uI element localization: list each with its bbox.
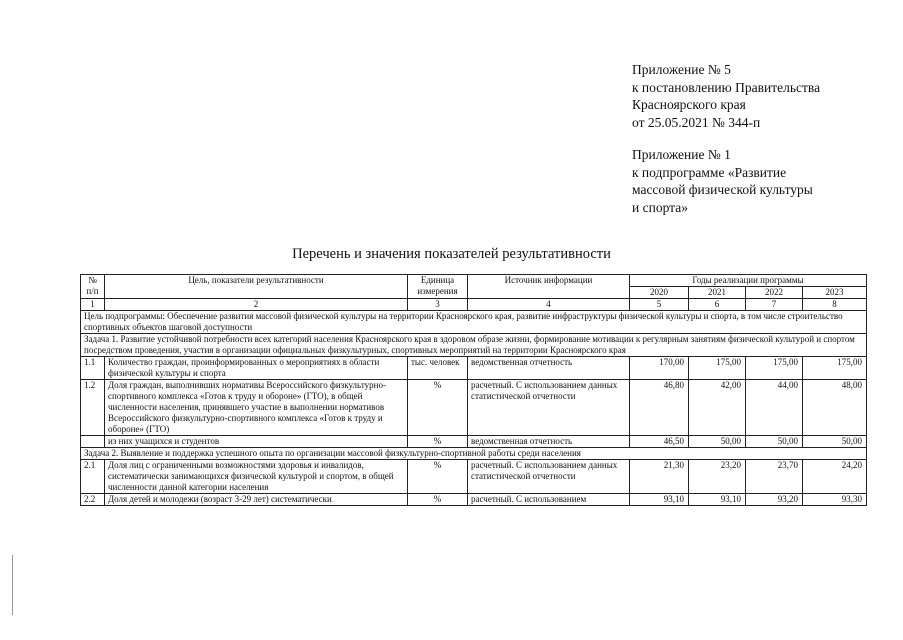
row-value-2020: 46,80 [630,380,689,436]
header-num: № п/п [81,275,105,299]
row-source: ведомственная отчетность [468,436,630,448]
row-value-2021: 23,20 [689,460,746,494]
header-line: Приложение № 5 [632,62,731,77]
table-row [81,357,867,380]
header-year: 2021 [689,287,746,299]
appendix-1-header [632,146,813,216]
row-source: расчетный. С использованием [468,494,630,506]
row-indicator: Доля детей и молодежи (возраст 3-29 лет) систематически [105,494,408,506]
row-indicator: Доля граждан, выполнивших нормативы Всероссийского физкультурно-спортивного комплекса «Готов к труду и обороне» (ГТО), в общей численности населения, принявшего участие в выполнении нормативов Всероссийского физкультурно-спортивного комплекса «Готов к труду и обороне» (ГТО) [105,380,408,436]
header-year: 2023 [803,287,867,299]
document-title: Перечень и значения показателей результативности [292,246,611,262]
col-number: 8 [803,299,867,311]
header-line: к подпрограмме «Развитие [632,164,787,180]
scan-edge-line [12,555,13,615]
column-number-row [81,299,867,311]
row-num: 1.2 [81,380,105,436]
col-number: 7 [746,299,803,311]
row-num: 1.1 [81,357,105,380]
row-value-2020: 46,50 [630,436,689,448]
row-value-2023: 175,00 [803,357,867,380]
row-value-2020: 21,30 [630,460,689,494]
header-goal: Цель, показатели результативности [105,275,408,299]
row-unit: % [408,494,468,506]
row-source: ведомственная отчетность [468,357,630,380]
col-number: 3 [408,299,468,311]
row-value-2022: 175,00 [746,357,803,380]
row-num: 2.2 [81,494,105,506]
row-unit: % [408,436,468,448]
goal-row [81,311,867,334]
row-value-2021: 42,00 [689,380,746,436]
table-header-row [81,275,867,287]
row-value-2023: 50,00 [803,436,867,448]
col-number: 6 [689,299,746,311]
header-line: от 25.05.2021 № 344-п [632,114,761,130]
row-source: расчетный. С использованием данных статистической отчетности [468,380,630,436]
row-value-2023: 48,00 [803,380,867,436]
row-value-2023: 24,20 [803,460,867,494]
row-unit: % [408,380,468,436]
row-value-2022: 50,00 [746,436,803,448]
task-row [81,448,867,460]
row-value-2022: 44,00 [746,380,803,436]
row-value-2022: 23,70 [746,460,803,494]
row-value-2021: 93,10 [689,494,746,506]
appendix-5-header [632,61,820,131]
row-indicator: Доля лиц с ограниченными возможностями здоровья и инвалидов, систематически занимающихся физической культурой и спортом, в общей численности данной категории населения [105,460,408,494]
row-value-2021: 175,00 [689,357,746,380]
col-number: 4 [468,299,630,311]
row-value-2022: 93,20 [746,494,803,506]
row-source: расчетный. С использованием данных статистической отчетности [468,460,630,494]
header-unit: Единица измерения [408,275,468,299]
row-indicator: Количество граждан, проинформированных о мероприятиях в области физической культуры и спорта [105,357,408,380]
table-row [81,380,867,436]
indicators-table [80,274,867,506]
header-year: 2020 [630,287,689,299]
task-1-text: Задача 1. Развитие устойчивой потребности всех категорий населения Красноярского края в здоровом образе жизни, формирование мотивации к регулярным занятиям физической культурой и спортом посредством проведения, участия в организации официальных физкультурных, спортивных мероприятий на территории Красноярского края [81,334,867,357]
row-value-2021: 50,00 [689,436,746,448]
row-unit: % [408,460,468,494]
header-line: и спорта» [632,199,688,215]
task-2-text: Задача 2. Выявление и поддержка успешного опыта по организации массовой физкультурно-спортивной работы среди населения [81,448,867,460]
row-unit: тыс. человек [408,357,468,380]
header-line: Приложение № 1 [632,147,731,162]
header-line: к постановлению Правительства [632,79,821,95]
header-source: Источник информации [468,275,630,299]
col-number: 1 [81,299,105,311]
table-row [81,436,867,448]
header-years-group: Годы реализации программы [630,275,867,287]
row-num: 2.1 [81,460,105,494]
header-year: 2022 [746,287,803,299]
row-num [81,436,105,448]
header-line: массовой физической культуры [632,182,813,197]
task-row [81,334,867,357]
row-value-2020: 170,00 [630,357,689,380]
table-row [81,460,867,494]
col-number: 2 [105,299,408,311]
row-indicator: из них учащихся и студентов [105,436,408,448]
header-line: Красноярского края [632,97,746,112]
goal-text: Цель подпрограммы: Обеспечение развития массовой физической культуры на территории Красноярского края, развитие инфраструктуры физической культуры и спорта, в том числе строительство спортивных объектов шаговой доступности [81,311,867,334]
row-value-2020: 93,10 [630,494,689,506]
table-row [81,494,867,506]
row-value-2023: 93,30 [803,494,867,506]
col-number: 5 [630,299,689,311]
